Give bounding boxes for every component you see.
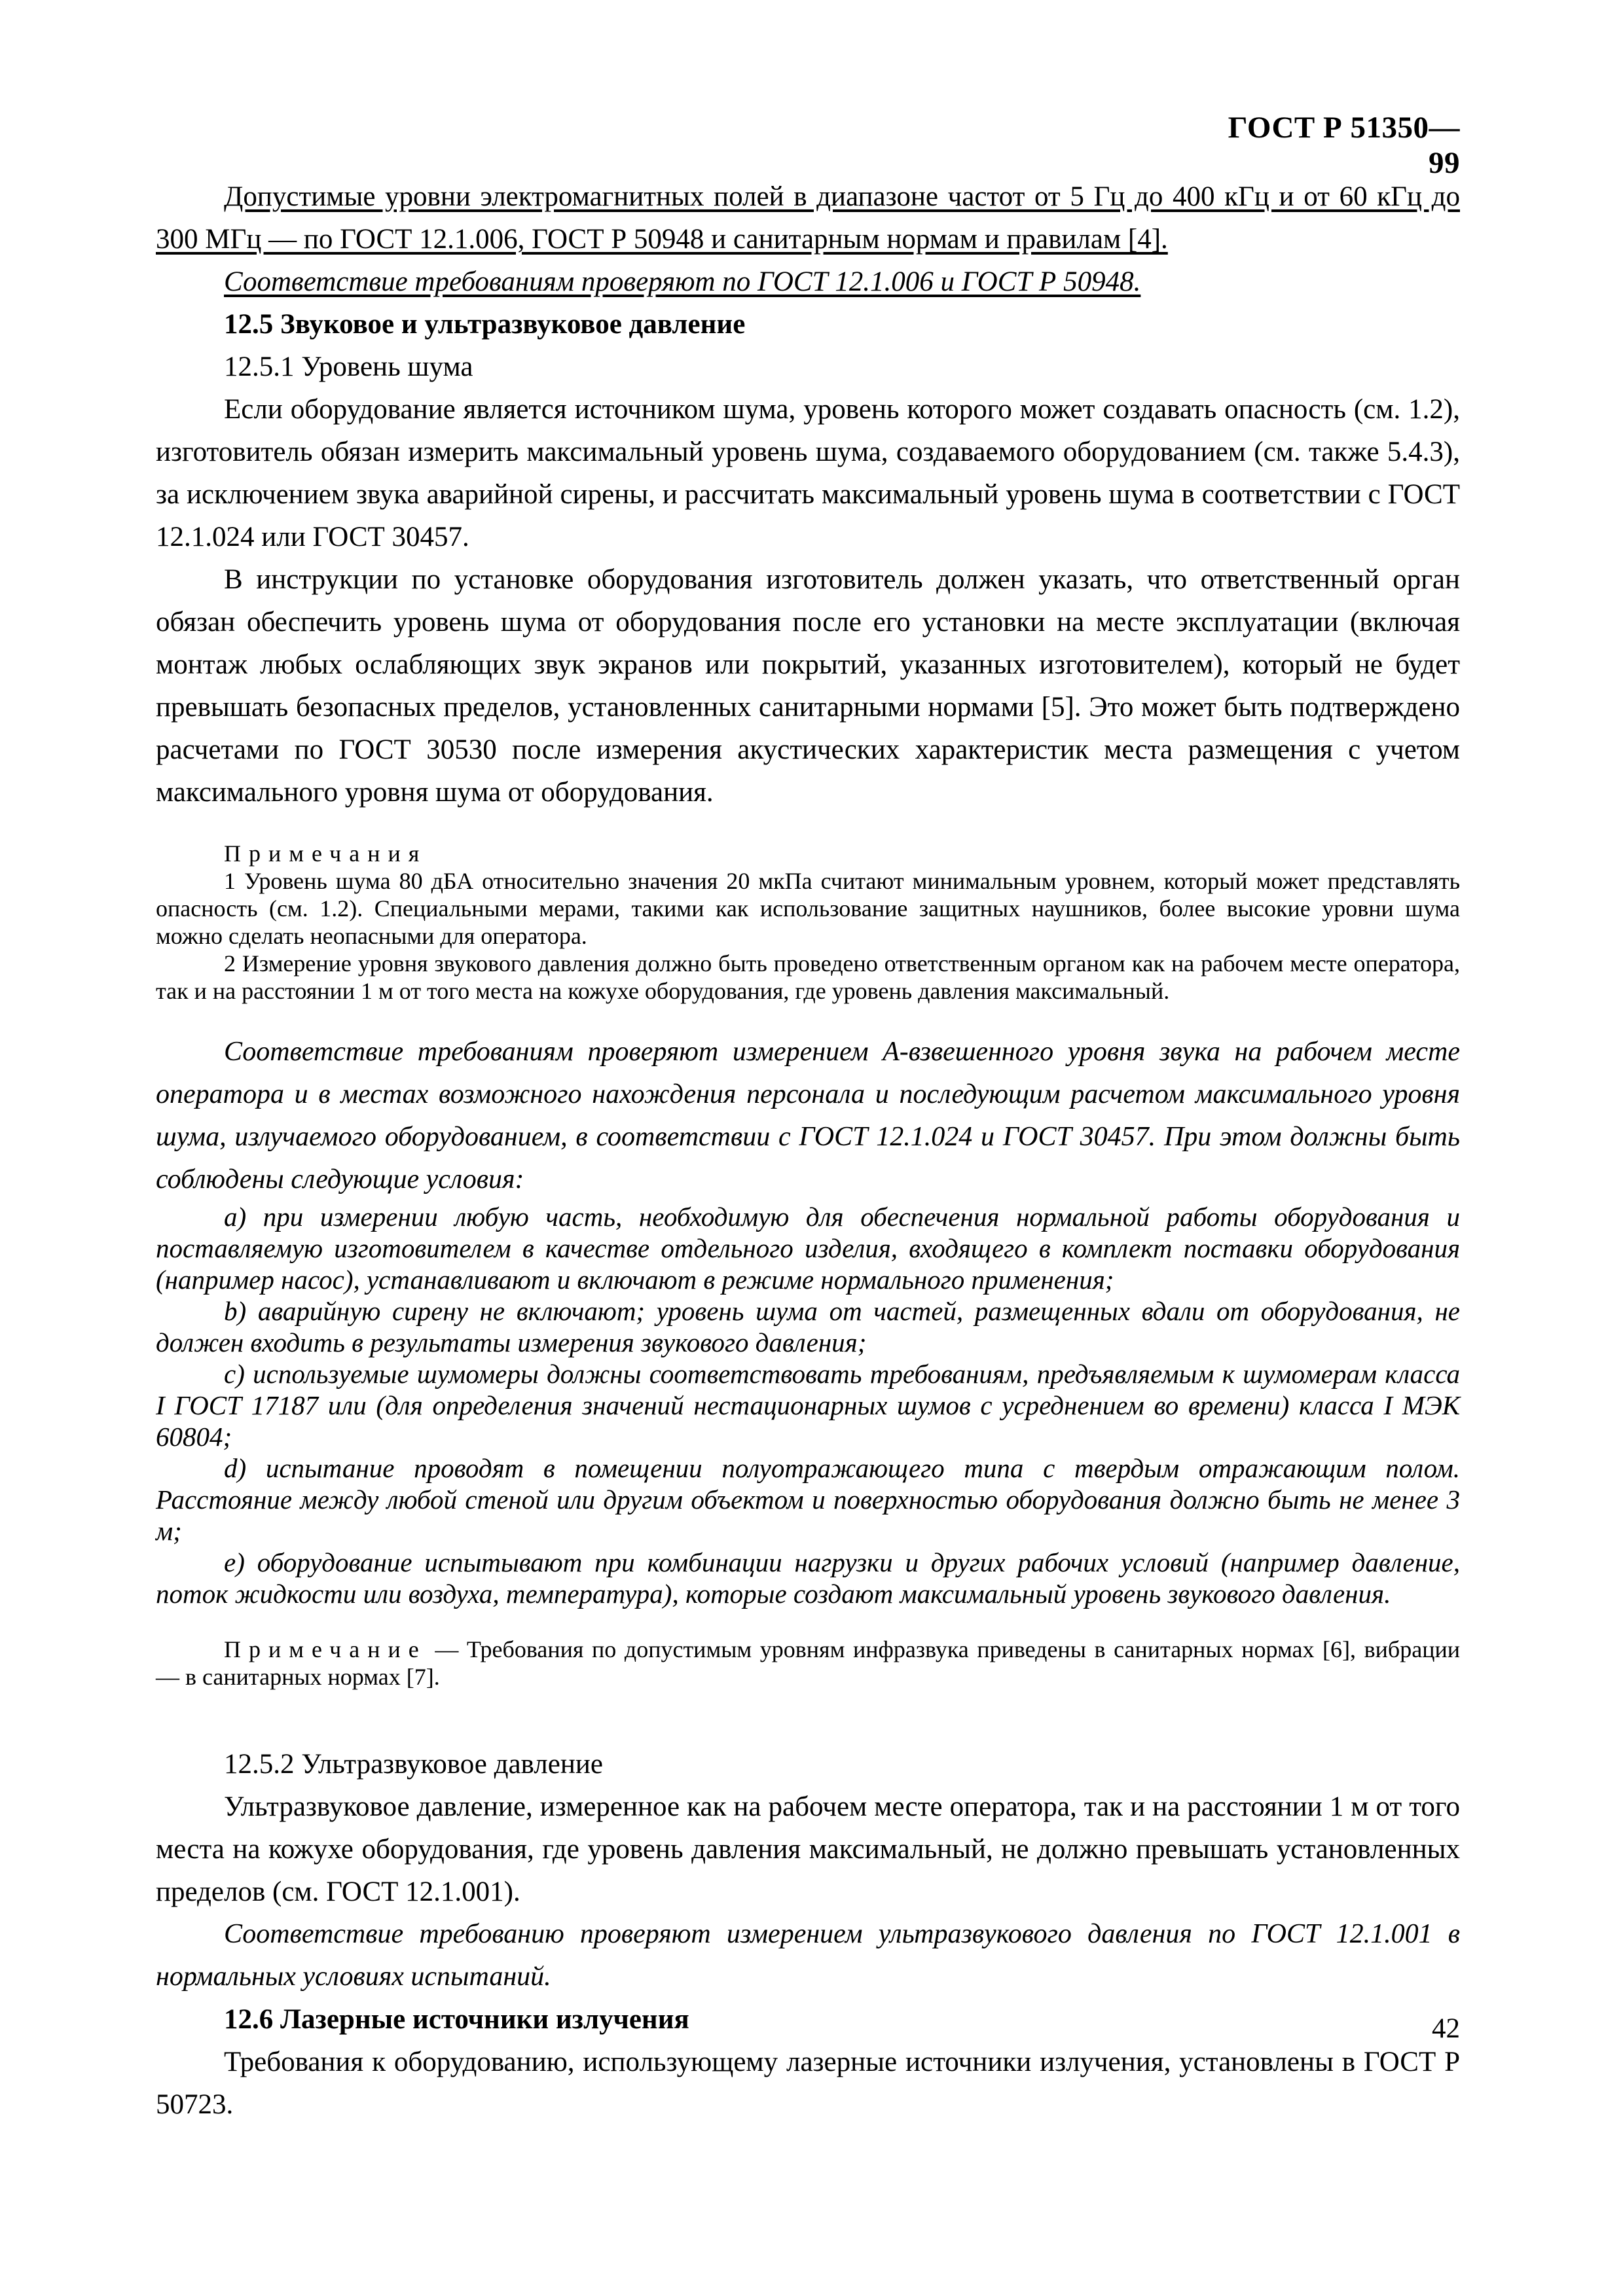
note-1: 1 Уровень шума 80 дБА относительно значения 20 мкПа считают минимальным уровнем, который может представлять опасность (см. 1.2). Специальными мерами, такими как использование защитных наушников, более высокие уровни шума можно сделать неопасными для оператора. <box>156 868 1460 949</box>
section-12-6-heading: 12.6 Лазерные источники излучения <box>224 2004 689 2035</box>
laser-paragraph: Требования к оборудованию, использующему лазерные источники излучения, установлены в ГОСТ Р 50723. <box>156 2047 1460 2120</box>
subsection-12-5-2-heading: 12.5.2 Ультразвуковое давление <box>224 1749 603 1780</box>
document-code-header: ГОСТ Р 51350—99 <box>1228 111 1460 180</box>
condition-d: d) испытание проводят в помещении полуотражающего типа с твердым отражающим полом. Расстояние между любой стеной или другим объектом и поверхностью оборудования должно быть не менее 3 м; <box>156 1453 1460 1546</box>
emf-limits-paragraph: Допустимые уровни электромагнитных полей в диапазоне частот от 5 Гц до 400 кГц и от 60 кГц до 300 МГц — по ГОСТ 12.1.006, ГОСТ Р 50948 и санитарным нормам и правилам [4]. <box>156 181 1460 255</box>
emf-compliance-paragraph: Соответствие требованиям проверяют по ГОСТ 12.1.006 и ГОСТ Р 50948. <box>224 266 1141 297</box>
condition-b: b) аварийную сирену не включают; уровень шума от частей, размещенных вдали от оборудования, не должен входить в результаты измерения звукового давления; <box>156 1296 1460 1357</box>
condition-a: a) при измерении любую часть, необходимую для обеспечения нормальной работы оборудования и поставляемую изготовителем в качестве отдельного изделия, входящего в комплект поставки оборудования (например насос), устанавливают и включают в режиме нормального применения; <box>156 1202 1460 1295</box>
page-content <box>156 175 1460 2126</box>
single-note <box>156 1636 1460 1691</box>
noise-paragraph-1: Если оборудование является источником шума, уровень которого может создавать опасность (см. 1.2), изготовитель обязан измерить максимальный уровень шума, создаваемого оборудованием (см. также 5.4.3), за исключением звука аварийной сирены, и рассчитать максимальный уровень шума в соответствии с ГОСТ 12.1.024 или ГОСТ 30457. <box>156 394 1460 552</box>
note-2: 2 Измерение уровня звукового давления должно быть проведено ответственным органом как на рабочем месте оператора, так и на расстоянии 1 м от того места на кожухе оборудования, где уровень давления максимальный. <box>156 950 1460 1004</box>
condition-e: e) оборудование испытывают при комбинации нагрузки и других рабочих условий (например давление, поток жидкости или воздуха, температура), которые создают максимальный уровень звукового давления. <box>156 1547 1460 1609</box>
noise-paragraph-2: В инструкции по установке оборудования изготовитель должен указать, что ответственный орган обязан обеспечить уровень шума от оборудования после его установки на месте эксплуатации (включая монтаж любых ослабляющих звук экранов или покрытий, указанных изготовителем), который не будет превышать безопасных пределов, установленных санитарными нормами [5]. Это может быть подтверждено расчетами по ГОСТ 30530 после измерения акустических характеристик места размещения с учетом максимального уровня шума от оборудования. <box>156 564 1460 808</box>
condition-c: c) используемые шумомеры должны соответствовать требованиям, предъявляемым к шумомерам класса I ГОСТ 17187 или (для определения значений нестационарных шумов с усреднением во времени) класса I МЭК 60804; <box>156 1359 1460 1452</box>
notes-heading: Примечания <box>224 840 428 867</box>
section-12-5-heading: 12.5 Звуковое и ультразвуковое давление <box>224 309 746 340</box>
subsection-12-5-1-heading: 12.5.1 Уровень шума <box>224 351 473 382</box>
compliance-intro-paragraph: Соответствие требованиям проверяют измерением А-взвешенного уровня звука на рабочем месте оператора и в местах возможного нахождения персонала и последующим расчетом максимального уровня шума, излучаемого оборудованием, в соответствии с ГОСТ 12.1.024 и ГОСТ 30457. При этом должны быть соблюдены следующие условия: <box>156 1037 1460 1194</box>
ultrasound-compliance-paragraph: Соответствие требованию проверяют измерением ультразвукового давления по ГОСТ 12.1.001 в нормальных условиях испытаний. <box>156 1919 1460 1992</box>
page-number: 42 <box>1432 2013 1460 2044</box>
single-note-text: — Требования по допустимым уровням инфразвука приведены в санитарных нормах [6], вибрации — в санитарных нормах [7]. <box>156 1636 1460 1690</box>
single-note-heading: Примечание <box>224 1636 427 1662</box>
ultrasound-paragraph-1: Ультразвуковое давление, измеренное как на рабочем месте оператора, так и на расстоянии 1 м от того места на кожухе оборудования, где уровень давления максимальный, не должно превышать установленных пределов (см. ГОСТ 12.1.001). <box>156 1791 1460 1907</box>
